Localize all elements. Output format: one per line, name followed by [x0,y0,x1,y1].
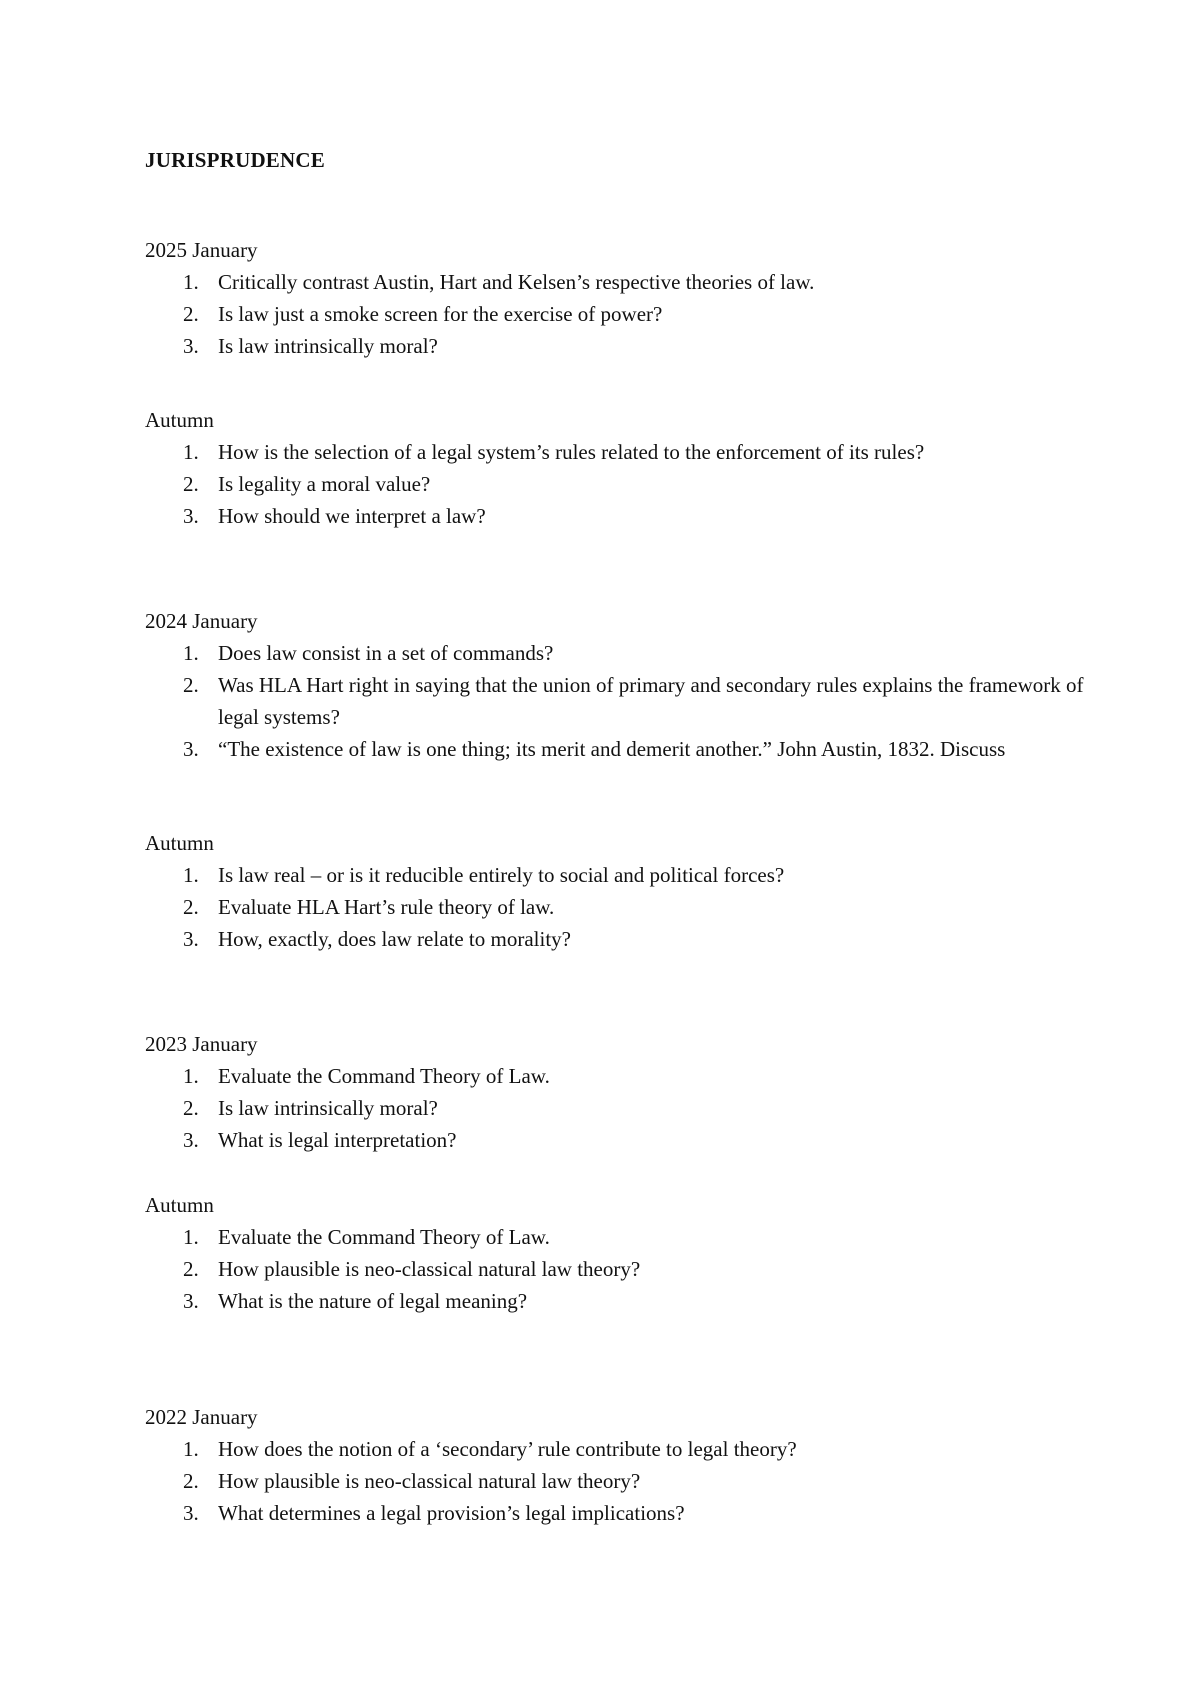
question-text: Evaluate the Command Theory of Law. [218,1225,550,1249]
question-text: How plausible is neo-classical natural law theory? [218,1257,641,1281]
question-number: 2. [183,1257,199,1281]
question-text: Is law real – or is it reducible entirely to social and political forces? [218,863,785,887]
exam-session-2025-january [145,237,1105,358]
question-number: 2. [183,895,199,919]
question-text: How plausible is neo-classical natural law theory? [218,1469,641,1493]
question-text: How does the notion of a ‘secondary’ rule contribute to legal theory? [218,1437,797,1461]
question-number: 3. [183,927,199,951]
question-text: “The existence of law is one thing; its merit and demerit another.” John Austin, 1832. Discuss [218,737,1006,761]
exam-session-2023-january [145,1031,1105,1152]
exam-session-2025-autumn [145,407,1105,528]
session-heading: 2024 January [145,609,258,633]
question-number: 1. [183,641,199,665]
session-heading: 2022 January [145,1405,258,1429]
question-number: 1. [183,863,199,887]
question-number: 1. [183,440,199,464]
session-heading: Autumn [145,408,214,432]
question-number: 3. [183,1128,199,1152]
session-heading: Autumn [145,1193,214,1217]
question-text: What is the nature of legal meaning? [218,1289,528,1313]
session-heading: Autumn [145,831,214,855]
question-text: Was HLA Hart right in saying that the union of primary and secondary rules explains the framework of legal systems? [218,673,1084,729]
question-number: 3. [183,737,199,761]
question-number: 2. [183,1096,199,1120]
exam-session-2022-january [145,1404,1105,1525]
question-number: 3. [183,334,199,358]
question-number: 1. [183,1225,199,1249]
document-title: JURISPRUDENCE [145,148,325,172]
question-text: Is law intrinsically moral? [218,334,438,358]
question-number: 2. [183,673,199,697]
question-number: 1. [183,1064,199,1088]
question-number: 3. [183,1501,199,1525]
question-text: What determines a legal provision’s legal implications? [218,1501,685,1525]
question-number: 3. [183,1289,199,1313]
question-number: 2. [183,472,199,496]
question-number: 1. [183,270,199,294]
question-number: 3. [183,504,199,528]
question-text: What is legal interpretation? [218,1128,457,1152]
question-text: Is legality a moral value? [218,472,431,496]
exam-session-2024-autumn [145,830,1105,951]
question-text: Is law intrinsically moral? [218,1096,438,1120]
session-heading: 2025 January [145,238,258,262]
question-text: Does law consist in a set of commands? [218,641,554,665]
question-text: How should we interpret a law? [218,504,486,528]
question-number: 1. [183,1437,199,1461]
question-number: 2. [183,302,199,326]
question-text: Critically contrast Austin, Hart and Kelsen’s respective theories of law. [218,270,815,294]
question-text: Evaluate HLA Hart’s rule theory of law. [218,895,555,919]
question-text: How is the selection of a legal system’s rules related to the enforcement of its rules? [218,440,925,464]
question-text: Evaluate the Command Theory of Law. [218,1064,550,1088]
exam-session-2024-january [145,608,1105,761]
question-text: How, exactly, does law relate to morality? [218,927,571,951]
session-heading: 2023 January [145,1032,258,1056]
question-number: 2. [183,1469,199,1493]
exam-session-2023-autumn [145,1192,1105,1313]
question-text: Is law just a smoke screen for the exercise of power? [218,302,663,326]
